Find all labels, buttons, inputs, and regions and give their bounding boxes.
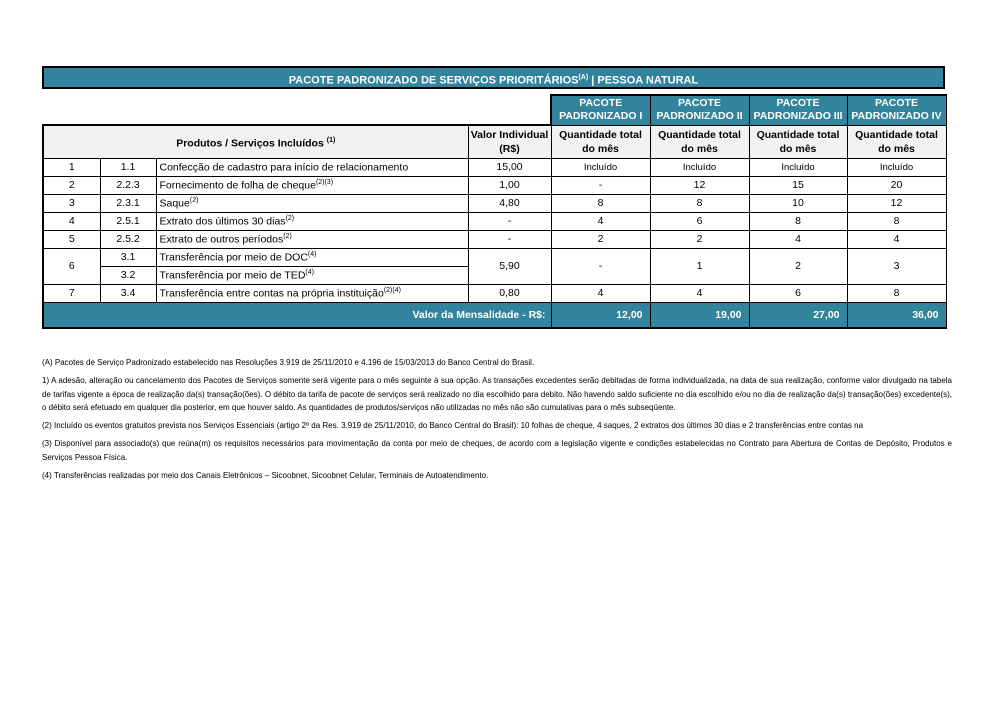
service-description-cell: Extrato dos últimos 30 dias$^{(2)}$ xyxy=(156,212,468,230)
service-code-cell: 2.5.2 xyxy=(100,230,156,248)
monthly-fee-label: Valor da Mensalidade - R$: xyxy=(43,302,551,328)
qty-header-pkg4: Quantidade total do mês xyxy=(847,125,946,158)
table-title-text: PACOTE PADRONIZADO DE SERVIÇOS PRIORITÁRIOS xyxy=(288,74,579,87)
qty-cell: 1 xyxy=(650,248,749,284)
qty-cell: 10 xyxy=(749,194,847,212)
service-code-cell: 2.3.1 xyxy=(100,194,156,212)
qty-cell: 8 xyxy=(551,194,650,212)
valor-cell: 15,00 xyxy=(468,158,551,176)
valor-cell: - xyxy=(468,230,551,248)
qty-cell: 12 xyxy=(650,176,749,194)
qty-cell: 2 xyxy=(749,248,847,284)
qty-header-pkg1: Quantidade total do mês xyxy=(551,125,650,158)
footnote-a: (A) Pacotes de Serviço Padronizado estabelecido nas Resoluções 3.919 de 25/11/2010 e 4.196 de 15/03/2013 do Banco Central do Brasil. xyxy=(42,358,535,367)
package-iii-header: PACOTE PADRONIZADO III xyxy=(749,95,847,125)
service-description-cell: Transferência por meio de TED$^{(4)}$ xyxy=(156,266,468,284)
qty-cell: - xyxy=(551,248,650,284)
service-description-cell: Extrato de outros períodos$^{(2)}$ xyxy=(156,230,468,248)
valor-cell: 1,00 xyxy=(468,176,551,194)
qty-cell: 8 xyxy=(847,212,946,230)
qty-cell: 4 xyxy=(551,284,650,302)
package-ii-header: PACOTE PADRONIZADO II xyxy=(650,95,749,125)
package-header-row xyxy=(43,95,946,125)
qty-cell: 4 xyxy=(847,230,946,248)
valor-cell: 4,80 xyxy=(468,194,551,212)
service-description-cell: Saque$^{(2)}$ xyxy=(156,194,468,212)
row-number-cell: 4 xyxy=(43,212,100,230)
qty-cell: Incluído xyxy=(551,158,650,176)
qty-cell: 15 xyxy=(749,176,847,194)
qty-header-pkg3: Quantidade total do mês xyxy=(749,125,847,158)
service-code-cell: 3.4 xyxy=(100,284,156,302)
monthly-fee-row xyxy=(43,302,946,328)
qty-cell: 8 xyxy=(650,194,749,212)
valor-individual-header: Valor Individual (R$) xyxy=(468,125,551,158)
row-number-cell: 1 xyxy=(43,158,100,176)
table-row xyxy=(43,176,946,194)
qty-cell: 6 xyxy=(749,284,847,302)
row-number-cell: 5 xyxy=(43,230,100,248)
service-description-cell: Fornecimento de folha de cheque$^{(2)(3)}$ xyxy=(156,176,468,194)
service-code-cell: 2.5.1 xyxy=(100,212,156,230)
service-description-cell: Confecção de cadastro para início de relacionamento xyxy=(156,158,468,176)
row-number-cell: 3 xyxy=(43,194,100,212)
qty-cell: Incluído xyxy=(847,158,946,176)
table-row xyxy=(43,158,946,176)
column-header-row xyxy=(43,125,946,158)
table-row xyxy=(43,230,946,248)
qty-cell: 4 xyxy=(551,212,650,230)
qty-cell: 12 xyxy=(847,194,946,212)
qty-cell: 20 xyxy=(847,176,946,194)
table-row xyxy=(43,284,946,302)
blank-spacer-cell xyxy=(43,95,551,125)
package-iv-header: PACOTE PADRONIZADO IV xyxy=(847,95,946,125)
row-number-cell: 6 xyxy=(43,248,100,284)
qty-cell: 8 xyxy=(749,212,847,230)
footnote-1: 1) A adesão, alteração ou cancelamento dos Pacotes de Serviços somente será vigente para o mês seguinte à sua opção. As transações excedentes serão debitadas de forma individualizada, na data de sua realização, conforme valor divulgado na tabela de tarifas vigente a época de realização da(s) transação(ões). O débito da tarifa de pacote de serviços será realizado no dia escolhido para debito. Não havendo saldo suficiente no dia escolhido e/ou no dia de realização da(s) transação(ões) excedente(s), o débito será efetuado em qualquer dia posterior, em que houver saldo. As quantidades de produtos/serviços não utilizadas no mês não são cumulativas para o mês subseqüente. xyxy=(42,376,952,412)
service-code-cell: 3.2 xyxy=(100,266,156,284)
products-services-header: Produtos / Serviços Incluídos $^{(1)}$ xyxy=(43,125,468,158)
service-code-cell: 3.1 xyxy=(100,248,156,266)
footnote-3: (3) Disponível para associado(s) que reúna(m) os requisitos necessários para movimentação da conta por meio de cheques, de acordo com a legislação vigente e condições estabelecidas no Contrato para Abertura de Contas de Depósito, Produtos e Serviços Pessoa Física. xyxy=(42,439,952,462)
table-row xyxy=(43,194,946,212)
footnote-4: (4) Transferências realizadas por meio dos Canais Eletrônicos – Sicoobnet, Sicoobnet Celular, Terminais de Autoatendimento. xyxy=(42,470,489,480)
footnote-2: (2) Incluído os eventos gratuitos prevista nos Serviços Essenciais (artigo 2º da Res. 3.919 de 25/11/2010, do Banco Central do Brasil): 10 folhas de cheque, 4 saques, 2 extratos dos últimos 30 dias e 2 transferências entre contas na xyxy=(42,421,864,430)
services-pricing-table xyxy=(42,94,947,329)
document-content xyxy=(42,66,952,487)
table-row xyxy=(43,212,946,230)
table-row-6a xyxy=(43,248,946,266)
qty-cell: 8 xyxy=(847,284,946,302)
qty-cell: 3 xyxy=(847,248,946,284)
qty-cell: 2 xyxy=(551,230,650,248)
qty-cell: 6 xyxy=(650,212,749,230)
products-header-superscript: (1) xyxy=(326,136,336,144)
qty-cell: 2 xyxy=(650,230,749,248)
qty-cell: 4 xyxy=(749,230,847,248)
qty-cell: Incluído xyxy=(749,158,847,176)
qty-cell: - xyxy=(551,176,650,194)
row-number-cell: 2 xyxy=(43,176,100,194)
package-i-header: PACOTE PADRONIZADO I xyxy=(551,95,650,125)
monthly-fee-value-pkg4: 36,00 xyxy=(847,302,946,328)
qty-cell: Incluído xyxy=(650,158,749,176)
footnotes-section xyxy=(42,356,952,482)
service-code-cell: 2.2.3 xyxy=(100,176,156,194)
valor-cell: - xyxy=(468,212,551,230)
service-description-cell: Transferência por meio de DOC$^{(4)}$ xyxy=(156,248,468,266)
row-number-cell: 7 xyxy=(43,284,100,302)
table-title-suffix: | PESSOA NATURAL xyxy=(588,74,699,87)
qty-cell: 4 xyxy=(650,284,749,302)
service-description-cell: Transferência entre contas na própria instituição$^{(2)(4)}$ xyxy=(156,284,468,302)
monthly-fee-value-pkg1: 12,00 xyxy=(551,302,650,328)
qty-header-pkg2: Quantidade total do mês xyxy=(650,125,749,158)
monthly-fee-value-pkg3: 27,00 xyxy=(749,302,847,328)
valor-cell: 0,80 xyxy=(468,284,551,302)
service-code-cell: 1.1 xyxy=(100,158,156,176)
valor-cell: 5,90 xyxy=(468,248,551,284)
table-title-bar xyxy=(42,66,945,89)
monthly-fee-value-pkg2: 19,00 xyxy=(650,302,749,328)
table-title-superscript: (A) xyxy=(578,74,589,81)
